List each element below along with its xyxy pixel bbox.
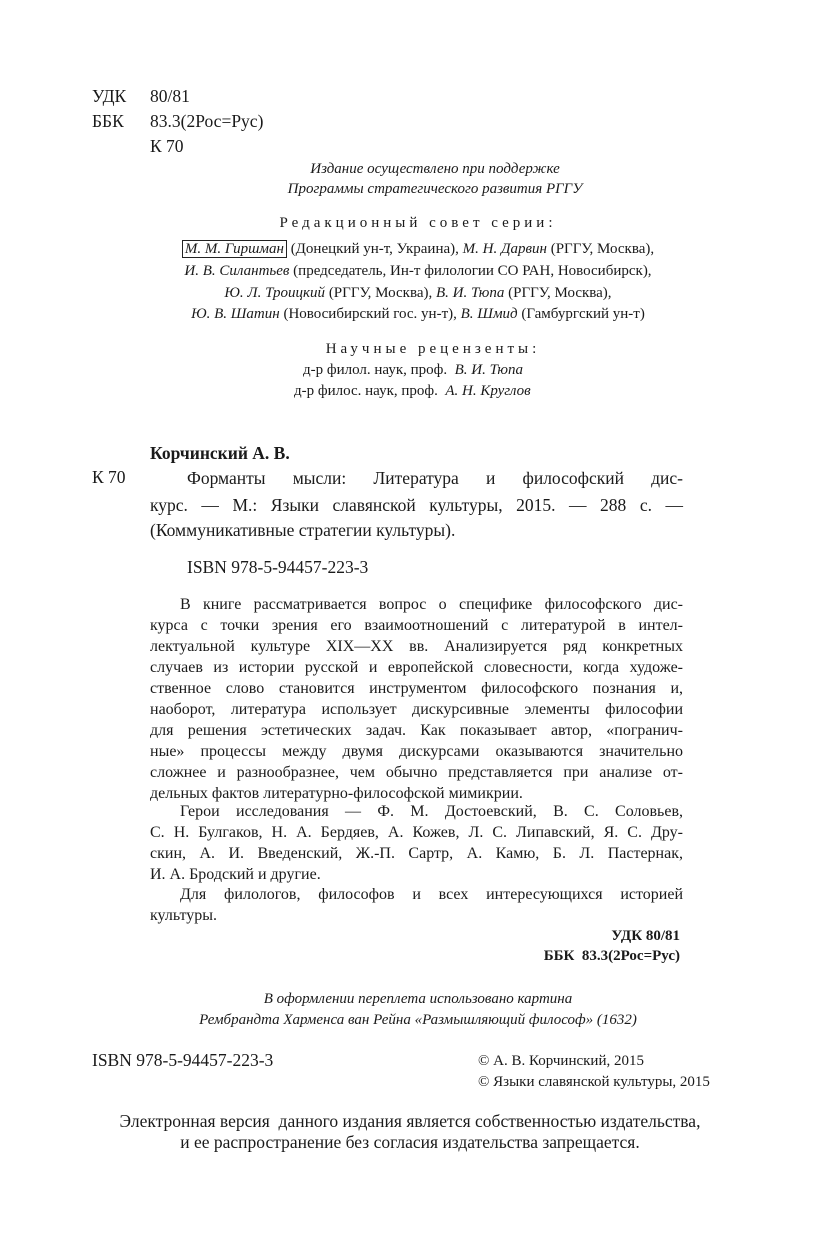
bbk-value: 83.3(2Рос=Рус) [150,111,264,131]
abstract-line: ные» процессы между двумя дискурсами оказываются значительно [150,743,683,760]
bottom-udk: УДК 80/81 [611,928,680,944]
council-affiliation: (Гамбургский ун-т) [517,306,645,322]
council-affiliation: (РГГУ, Москва), [546,241,655,257]
abstract-line: В книге рассматривается вопрос о специфике философского дис- [180,596,683,613]
council-line [118,303,718,325]
notice-line: Электронная версия данного издания является собственностью издательства, [119,1111,701,1131]
council-affiliation: (Новосибирский гос. ун-т), [279,306,461,322]
council-line [118,282,718,304]
abstract-line: скин, А. И. Введенский, Ж.-П. Сартр, А. Камю, Б. Л. Пастернак, [150,845,683,862]
book-title-line: Форманты мысли: Литература и философский дис- [187,468,683,488]
abstract-line: сложнее и разнообразнее, чем обычно представляется при анализе от- [150,764,683,781]
abstract-line: культуры. [150,907,218,924]
council-member-name: В. Шмид [460,306,518,322]
council-affiliation: (Донецкий ун-т, Украина), [286,241,463,257]
abstract-line: С. Н. Булгаков, Н. А. Бердяев, А. Кожев, Л. С. Липавский, Я. С. Дру- [150,824,683,841]
abstract-line: для решения эстетических задач. Как показывает автор, «погранич- [150,722,683,739]
reviewer-name: В. И. Тюпа [454,362,523,378]
cover-note-line: Рембрандта Харменса ван Рейна «Размышляющий философ» (1632) [199,1012,637,1028]
copyright-line: © А. В. Корчинский, 2015 [478,1053,644,1069]
footer-isbn: ISBN 978-5-94457-223-3 [92,1050,274,1070]
copyright-line: © Языки славянской культуры, 2015 [478,1074,710,1090]
council-heading: Редакционный совет серии: [279,215,557,231]
council-affiliation: (председатель, Ин-т филологии СО РАН, Новосибирск), [289,263,652,279]
abstract-line: И. А. Бродский и другие. [150,866,321,883]
reviewer-name: А. Н. Круглов [445,383,531,399]
abstract-line: наоборот, литература использует дискурсивные элементы философии [150,701,683,718]
abstract-line: Герои исследования — Ф. М. Достоевский, В. С. Соловьев, [180,803,683,820]
abstract-line: случаев из истории русской и европейской словесности, когда художе- [150,659,683,676]
abstract-line: Для филологов, философов и всех интересующихся историей [180,886,683,903]
support-line: Программы стратегического развития РГГУ [287,181,583,197]
council-member-name: И. В. Силантьев [184,263,290,279]
abstract-line: дельных фактов литературно-философской мимикрии. [150,785,523,802]
book-title-line: (Коммуникативные стратегии культуры). [150,520,456,540]
book-author: Корчинский А. В. [150,443,290,463]
cover-note-line: В оформлении переплета использовано картина [263,991,573,1007]
council-affiliation: (РГГУ, Москва), [325,285,436,301]
council-member-name: В. И. Тюпа [436,285,505,301]
reviewer [294,380,531,402]
council-line [118,260,718,282]
book-isbn: ISBN 978-5-94457-223-3 [187,557,369,577]
abstract-line: ственное слово становится инструментом философского познания и, [150,680,683,697]
udk-value: 80/81 [150,86,190,106]
notice-line: и ее распространение без согласия издательства запрещается. [180,1132,640,1152]
council-line [118,238,718,260]
reviewer-degree: д-р филос. наук, проф. [294,383,438,399]
book-code: К 70 [92,467,126,487]
reviewer [303,359,523,381]
bbk-label: ББК [92,111,124,131]
council-member-name: Ю. В. Шатин [191,306,280,322]
udk-label: УДК [92,86,127,106]
council-affiliation: (РГГУ, Москва), [504,285,612,301]
bottom-bbk: ББК 83.3(2Рос=Рус) [543,948,680,964]
reviewer-degree: д-р филол. наук, проф. [303,362,448,378]
reviewers-heading: Научные рецензенты: [325,341,541,357]
support-line: Издание осуществлено при поддержке [310,161,560,177]
author-code: К 70 [150,136,184,156]
abstract-line: курса с точки зрения его взаимоотношений с литературой в интел- [150,617,683,634]
abstract-line: лектуальной культуре XIX—XX вв. Анализируется ряд конкретных [150,638,683,655]
council-member-name: М. Н. Дарвин [462,241,547,257]
council-member-name: М. М. Гиршман [182,240,287,258]
council-member-name: Ю. Л. Троицкий [224,285,326,301]
book-title-line: курс. — М.: Языки славянской культуры, 2015. — 288 с. — [150,495,683,515]
